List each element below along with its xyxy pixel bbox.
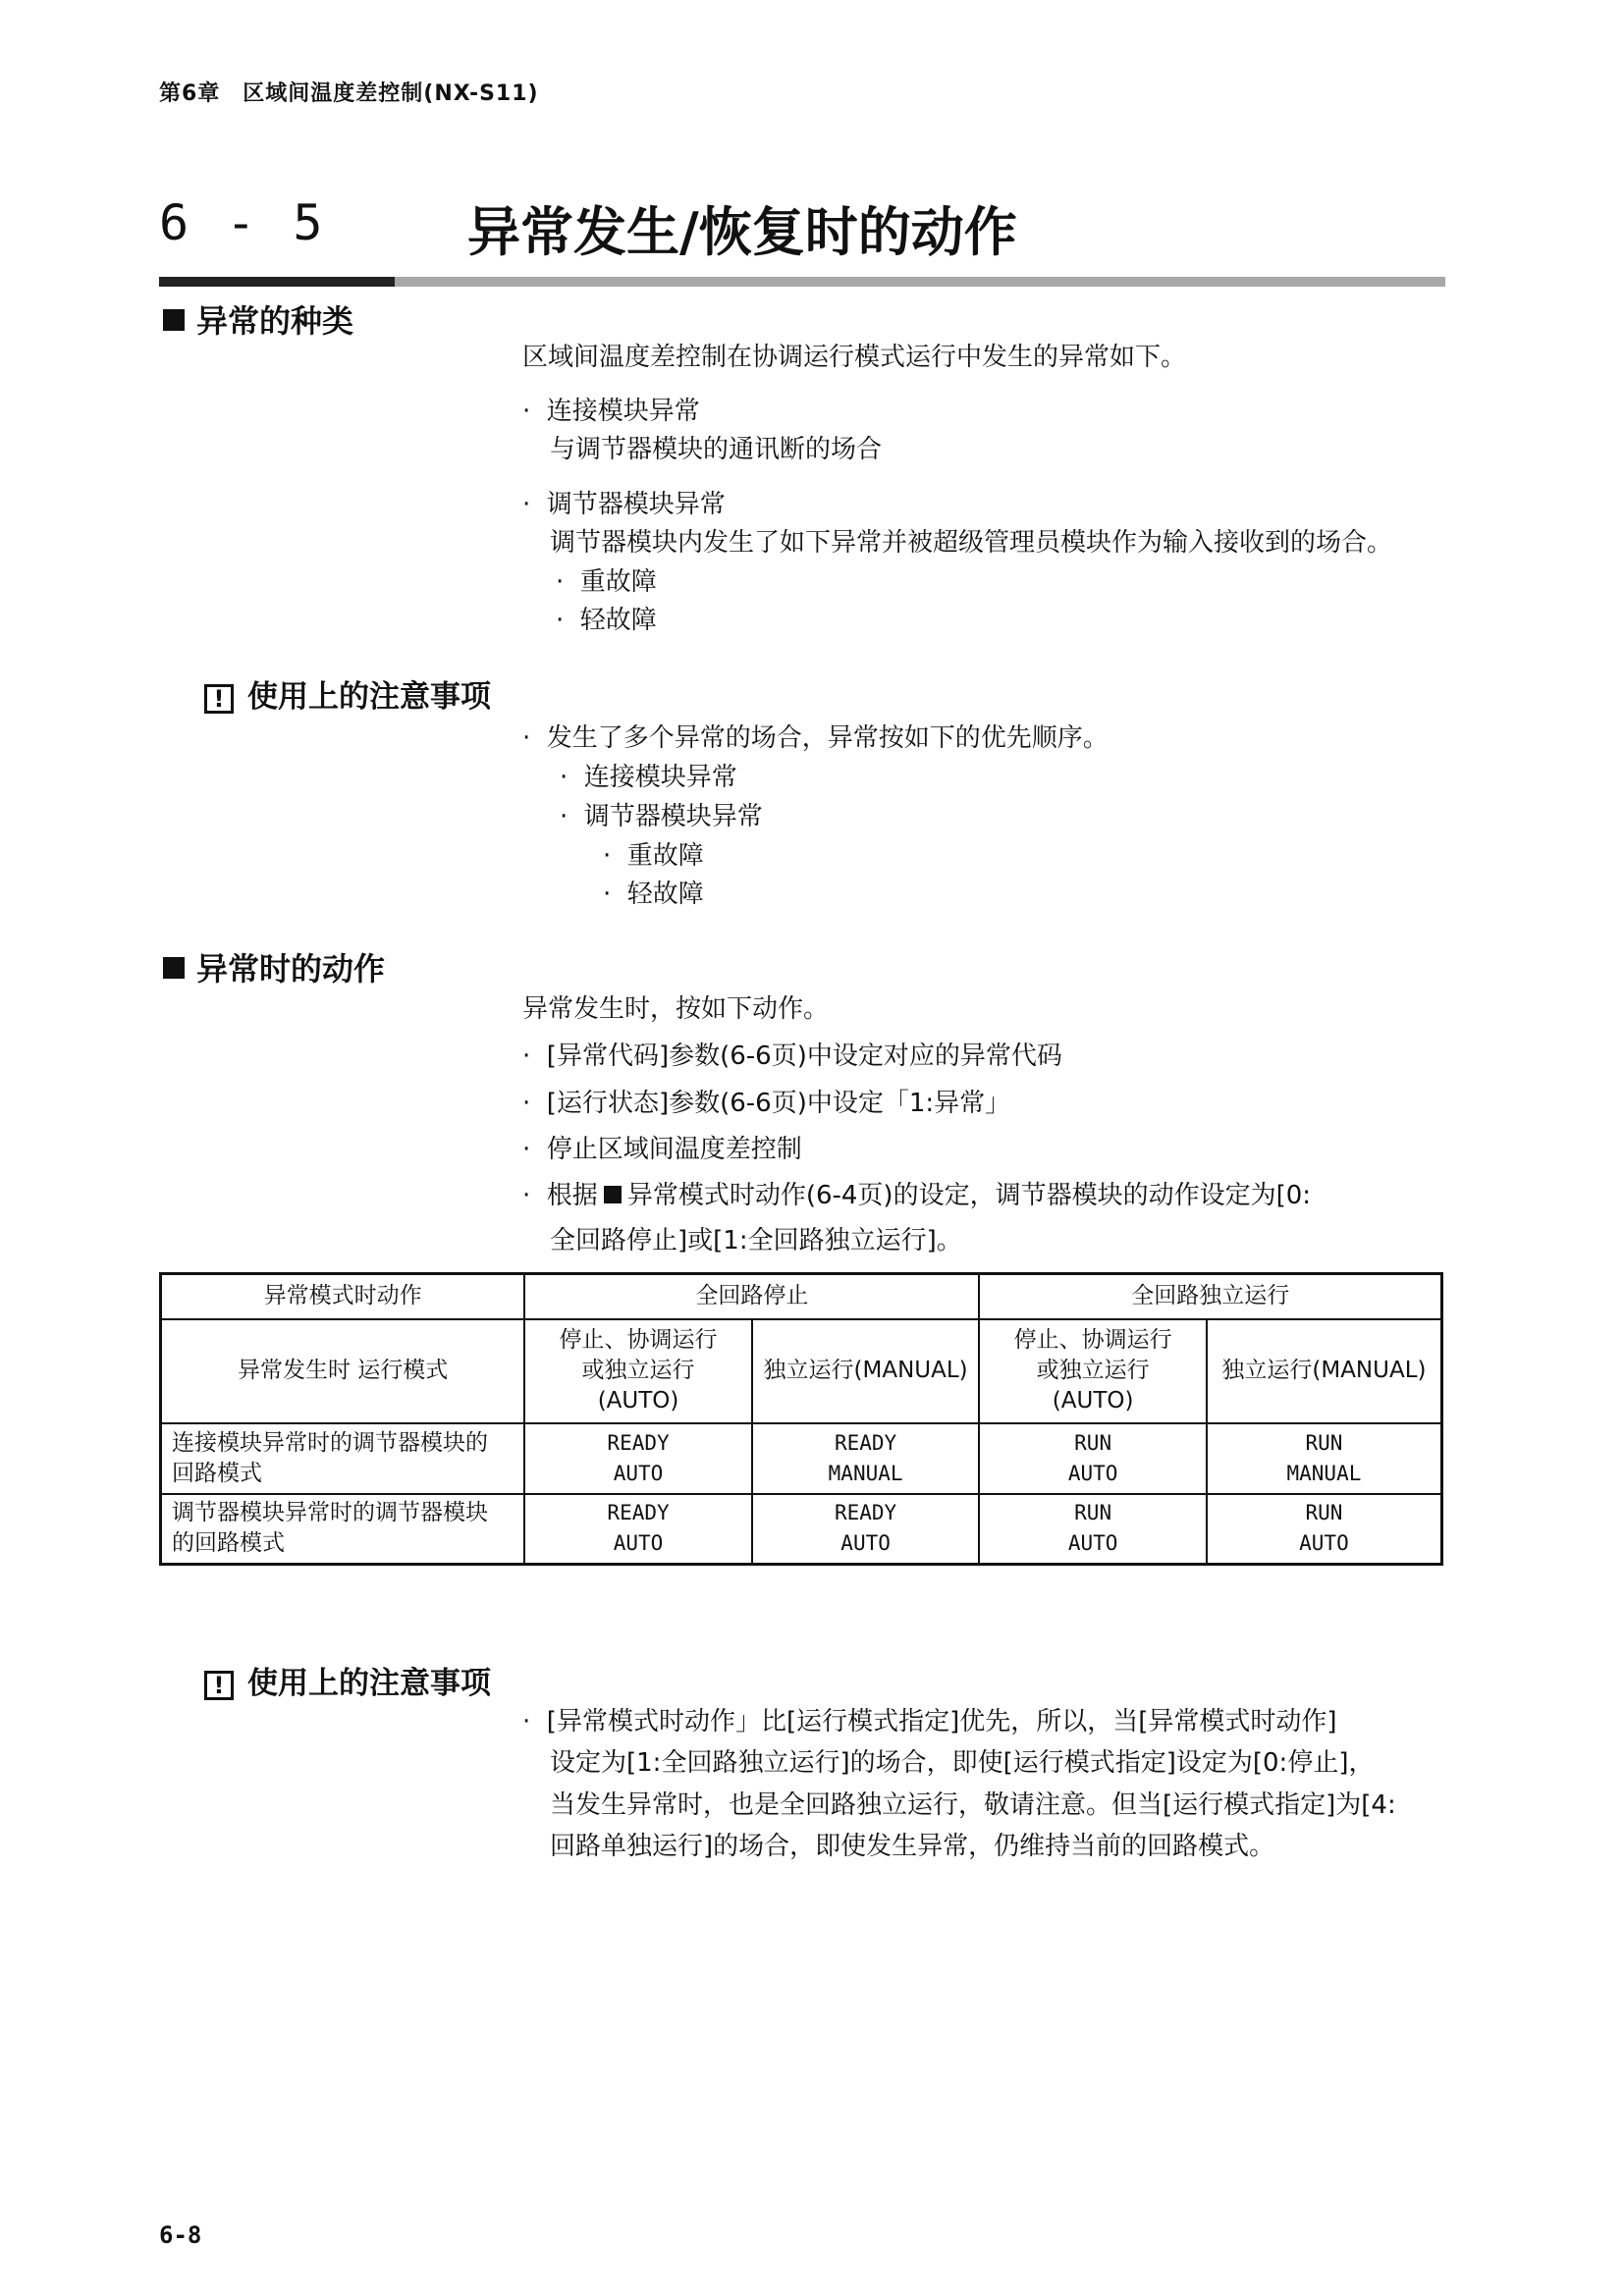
table-cell: READY AUTO xyxy=(524,1423,751,1494)
row-label: 调节器模块异常时的调节器模块 的回路模式 xyxy=(161,1494,525,1565)
caution-heading-2: ! 使用上的注意事项 xyxy=(204,1658,491,1702)
chapter-header: 第6章 区域间温度差控制(NX-S11) xyxy=(159,81,539,106)
caution2-l2: 设定为[1:全回路独立运行]的场合，即使[运行模式指定]设定为[0:停止]， xyxy=(550,1748,1375,1778)
caution2-l1: · [异常模式时动作」比[运行模式指定]优先，所以，当[异常模式时动作] xyxy=(522,1707,1337,1736)
square-bullet-icon xyxy=(163,309,185,331)
exclamation-icon: ! xyxy=(204,1671,234,1700)
title-rule-light xyxy=(395,277,1445,287)
caution1-p1: · 连接模块异常 xyxy=(560,763,737,792)
section-number: 6 - 5 xyxy=(159,194,327,251)
sub-manual-cell: 独立运行(MANUAL) xyxy=(752,1319,980,1423)
table-cell: READY AUTO xyxy=(524,1494,751,1565)
caution2-l4: 回路单独运行]的场合，即使发生异常，仍维持当前的回路模式。 xyxy=(550,1832,1275,1861)
types-item2-desc: 调节器模块内发生了如下异常并被超级管理员模块作为输入接收到的场合。 xyxy=(550,528,1393,558)
sub-label: 异常发生时 运行模式 xyxy=(161,1319,525,1423)
page-number: 6-8 xyxy=(159,2221,202,2249)
caution1-p2: · 调节器模块异常 xyxy=(560,802,763,831)
table-cell: RUN AUTO xyxy=(1207,1494,1442,1565)
types-sub2: · 轻故障 xyxy=(556,606,657,635)
caution2-l3: 当发生异常时，也是全回路独立运行，敬请注意。但当[运行模式指定]为[4: xyxy=(550,1790,1396,1820)
table-row xyxy=(161,1423,1442,1494)
header-stop: 全回路停止 xyxy=(524,1274,979,1319)
header-corner: 异常模式时动作 xyxy=(161,1274,525,1319)
caution1-p2a: · 重故障 xyxy=(603,841,704,871)
types-heading: 异常的种类 xyxy=(163,296,353,342)
action-b4-line2: 全回路停止]或[1:全回路独立运行]。 xyxy=(550,1226,962,1255)
table-cell: READY AUTO xyxy=(752,1494,980,1565)
types-item1-desc: 与调节器模块的通讯断的场合 xyxy=(550,435,883,464)
exclamation-icon: ! xyxy=(204,684,234,714)
action-b3: · 停止区域间温度差控制 xyxy=(522,1135,802,1164)
row-label: 连接模块异常时的调节器模块的 回路模式 xyxy=(161,1423,525,1494)
caution1-line: · 发生了多个异常的场合，异常按如下的优先顺序。 xyxy=(522,723,1109,753)
table-row xyxy=(161,1494,1442,1565)
caution-heading-1: ! 使用上的注意事项 xyxy=(204,671,491,716)
action-heading: 异常时的动作 xyxy=(163,944,385,989)
sub-manual-cell: 独立运行(MANUAL) xyxy=(1207,1319,1442,1423)
table-cell: RUN AUTO xyxy=(979,1423,1206,1494)
table-cell: RUN MANUAL xyxy=(1207,1423,1442,1494)
caution1-p2b: · 轻故障 xyxy=(603,880,704,909)
types-sub1: · 重故障 xyxy=(556,567,657,597)
action-b2: · [运行状态]参数(6-6页)中设定「1:异常」 xyxy=(522,1089,1011,1118)
action-b1: · [异常代码]参数(6-6页)中设定对应的异常代码 xyxy=(522,1041,1062,1071)
types-item2: · 调节器模块异常 xyxy=(522,490,726,519)
types-item1: · 连接模块异常 xyxy=(522,397,700,426)
section-title: 异常发生/恢复时的动作 xyxy=(467,201,1017,263)
sub-auto-cell: 停止、协调运行 或独立运行 (AUTO) xyxy=(979,1319,1206,1423)
action-b4: · 根据 异常模式时动作(6-4页)的设定，调节器模块的动作设定为[0: xyxy=(522,1181,1312,1210)
table-row xyxy=(161,1274,1442,1319)
table-cell: READY MANUAL xyxy=(752,1423,980,1494)
table-row xyxy=(161,1319,1442,1423)
table-cell: RUN AUTO xyxy=(979,1494,1206,1565)
action-intro: 异常发生时，按如下动作。 xyxy=(522,994,830,1024)
header-indep: 全回路独立运行 xyxy=(979,1274,1441,1319)
title-rule-dark xyxy=(159,277,395,287)
square-bullet-icon xyxy=(604,1186,622,1203)
sub-auto-cell: 停止、协调运行 或独立运行 (AUTO) xyxy=(524,1319,751,1423)
square-bullet-icon xyxy=(163,957,185,979)
status-table xyxy=(159,1272,1443,1566)
types-intro: 区域间温度差控制在协调运行模式运行中发生的异常如下。 xyxy=(522,343,1187,372)
